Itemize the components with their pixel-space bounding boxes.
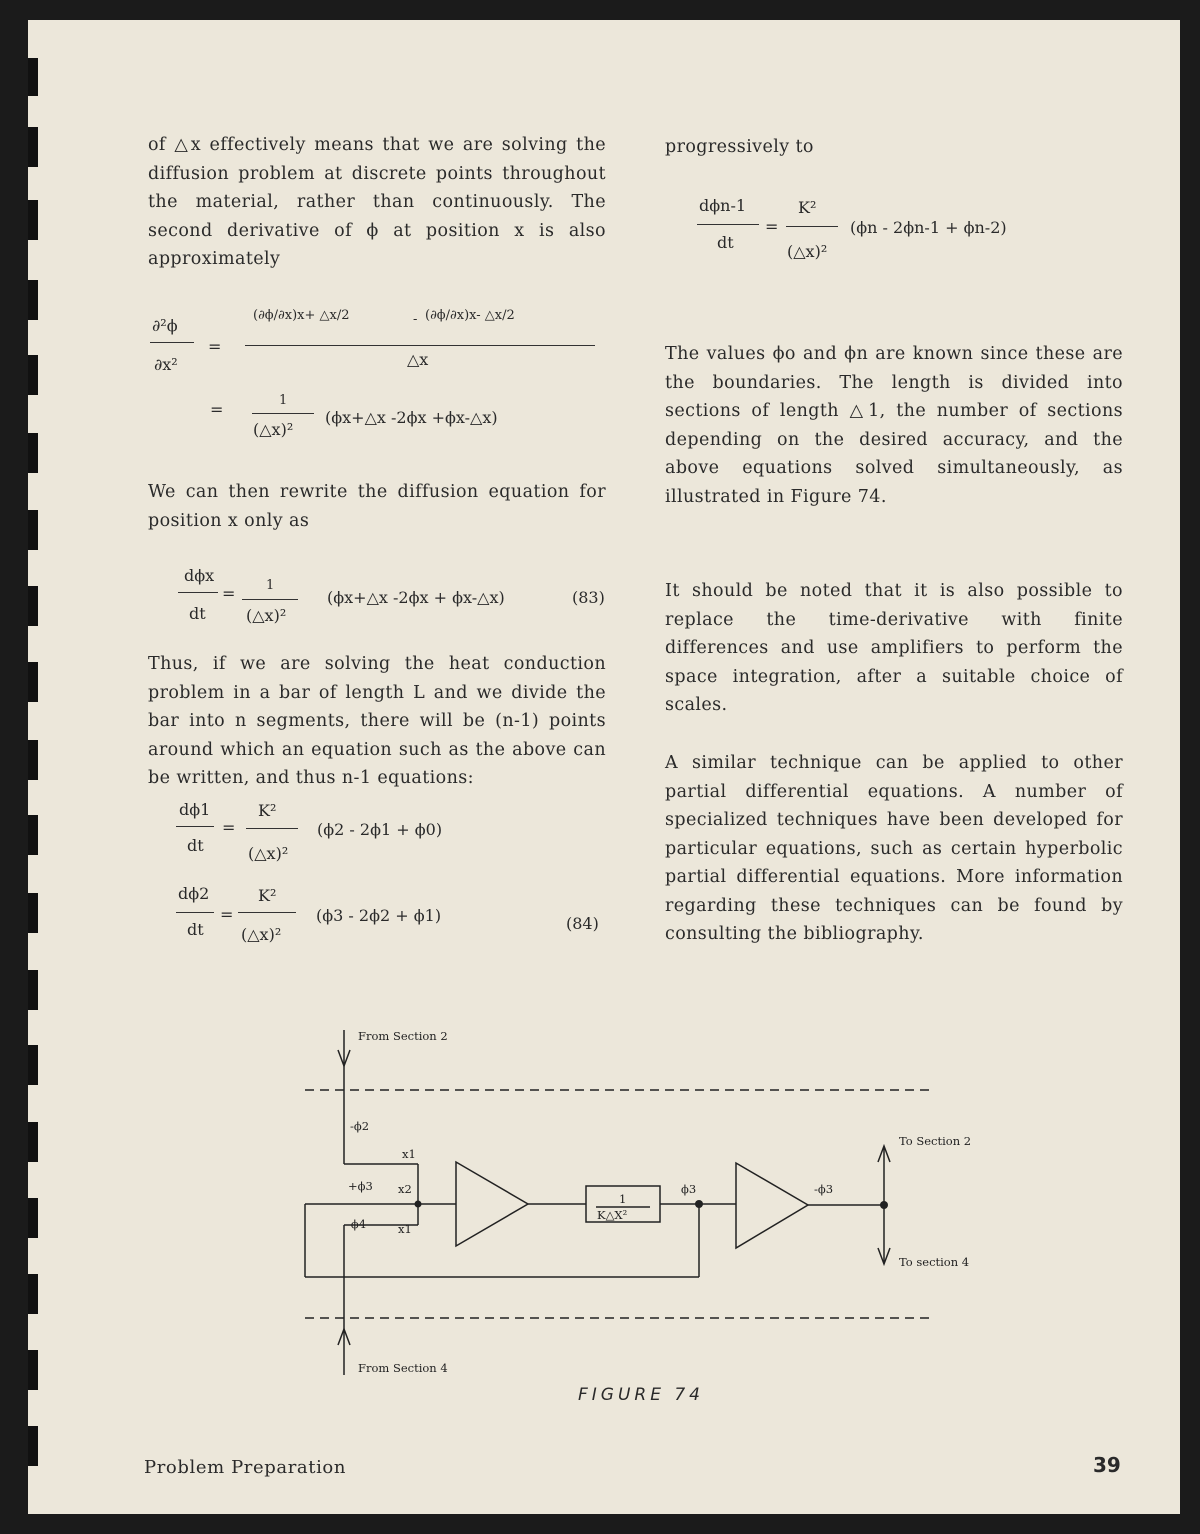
right-paragraph-3: It should be noted that it is also possible to replace the time-derivative with finite differences and use amplifiers to perform the space integration, after a suitable choice of scales. xyxy=(665,581,1123,715)
right-paragraph-2: The values ϕo and ϕn are known since these are the boundaries. The length is divided into sections of length △1, the number of sections depending on the desired accuracy, and the above equations solved simultaneously, as illustrated in Figure 74. xyxy=(665,344,1123,507)
label-from-section-2: From Section 2 xyxy=(358,1029,448,1043)
label-from-section-4: From Section 4 xyxy=(358,1361,448,1375)
label-to-section-2: To Section 2 xyxy=(899,1134,972,1148)
label-pos-phi3: +ϕ3 xyxy=(348,1179,373,1193)
junction-dot-output xyxy=(880,1201,888,1209)
right-paragraph-1: progressively to xyxy=(665,137,814,157)
junction-dot-sum xyxy=(415,1201,422,1208)
label-neg-phi4: -ϕ4 xyxy=(347,1217,367,1231)
label-output-neg-phi3: -ϕ3 xyxy=(814,1182,834,1196)
label-integrator-den: K△X² xyxy=(597,1208,628,1222)
amplifier-2 xyxy=(736,1163,808,1248)
label-gain-x1-bottom: x1 xyxy=(398,1222,412,1236)
footer-section-title: Problem Preparation xyxy=(144,1457,347,1478)
label-gain-x1-top: x1 xyxy=(402,1147,416,1161)
junction-dot-phi3 xyxy=(695,1200,703,1208)
left-paragraph-2: We can then rewrite the diffusion equation for position x only as xyxy=(148,482,606,531)
left-paragraph-3: Thus, if we are solving the heat conduction problem in a bar of length L and we divide the bar into n segments, there will be (n-1) points around which an equation such as the above can be written, and thus n-1 equations: xyxy=(148,654,606,788)
left-paragraph-1: of △x effectively means that we are solving the diffusion problem at discrete points throughout the material, rather than continuously. The second derivative of ϕ at position x is also approximately xyxy=(148,135,606,269)
label-to-section-4: To section 4 xyxy=(899,1255,970,1269)
label-node-phi3: ϕ3 xyxy=(681,1182,697,1196)
right-paragraph-4: A similar technique can be applied to other partial differential equations. A number of specialized techniques have been developed for particular equations, such as certain hyperbolic partial differential equations. More information regarding these techniques can be found by consulting the bibliography. xyxy=(665,753,1123,944)
page-number: 39 xyxy=(1093,1453,1121,1477)
amplifier-1 xyxy=(456,1162,528,1246)
label-gain-x2: x2 xyxy=(398,1182,412,1196)
figure-caption: FIGURE 74 xyxy=(578,1385,704,1405)
label-integrator-num: 1 xyxy=(619,1192,627,1206)
label-neg-phi2: -ϕ2 xyxy=(350,1119,370,1133)
